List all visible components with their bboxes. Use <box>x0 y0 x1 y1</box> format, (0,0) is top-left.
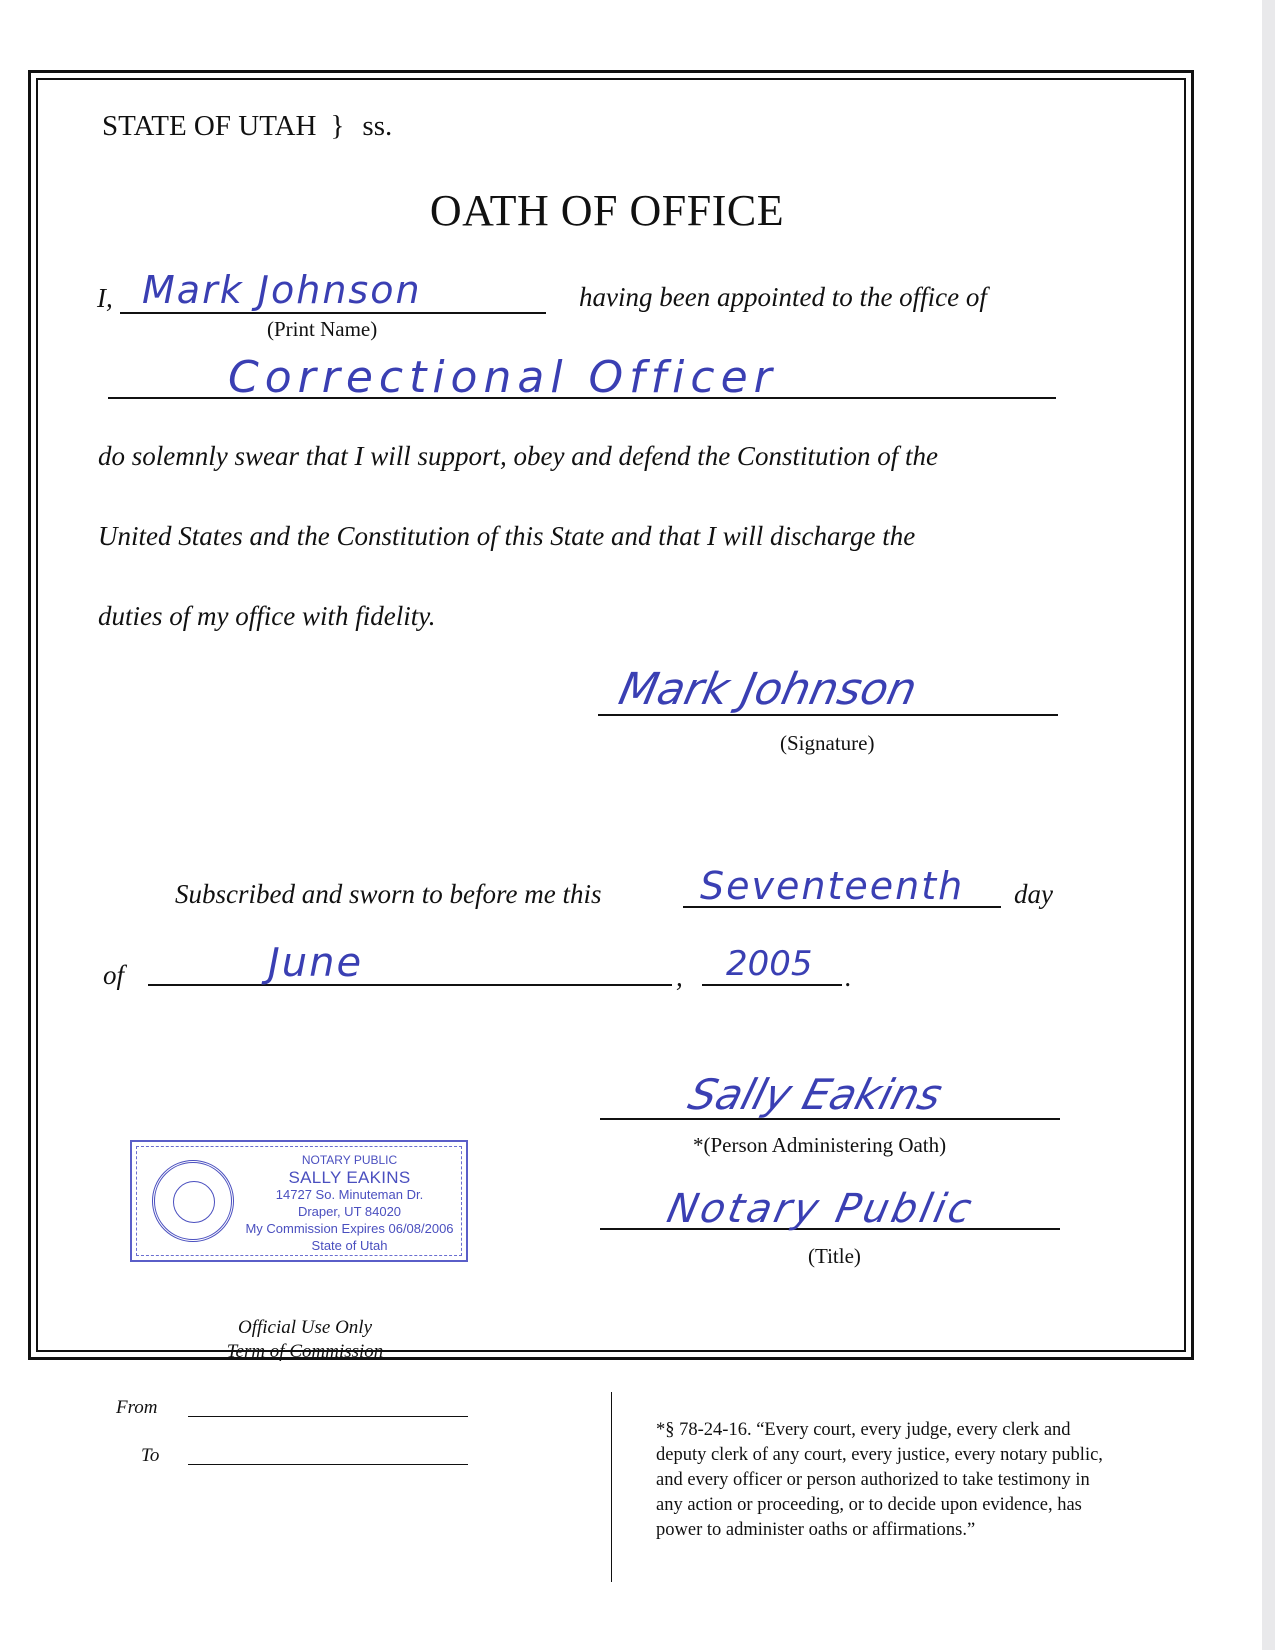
footnote-line-2: deputy clerk of any court, every justice, every notary public, <box>656 1445 1103 1465</box>
signature-caption: (Signature) <box>780 731 875 755</box>
year-field-line[interactable] <box>702 984 842 986</box>
month-field-value[interactable]: June <box>268 940 364 986</box>
signature-value[interactable]: Mark Johnson <box>614 664 922 715</box>
statute-footnote <box>656 1418 1196 1543</box>
title-field-caption: (Title) <box>808 1244 861 1268</box>
administrator-signature-value[interactable]: Sally Eakins <box>683 1070 948 1119</box>
page-edge <box>1262 0 1275 1650</box>
name-field-line[interactable] <box>120 312 546 314</box>
subscribed-text: Subscribed and sworn to before me this <box>175 879 602 909</box>
administrator-caption: *(Person Administering Oath) <box>693 1133 947 1157</box>
term-of-commission-heading: Term of Commission <box>226 1341 384 1362</box>
footnote-line-5: power to administer oaths or affirmations.” <box>656 1520 976 1540</box>
notary-stamp-commission: My Commission Expires 06/08/2006 <box>245 1221 454 1236</box>
state-line <box>102 110 392 143</box>
from-label: From <box>116 1397 158 1418</box>
footnote-line-4: any action or proceeding, or to decide upon evidence, has <box>656 1495 1082 1515</box>
footnote-line-1: *§ 78-24-16. “Every court, every judge, every clerk and <box>656 1420 1071 1440</box>
oath-body-line-3: duties of my office with fidelity. <box>98 601 436 631</box>
footer-divider <box>611 1392 612 1582</box>
to-field-line[interactable] <box>188 1464 468 1465</box>
name-field-value[interactable]: Mark Johnson <box>142 268 422 312</box>
notary-stamp-address2: Draper, UT 84020 <box>297 1204 402 1219</box>
notary-stamp-name: SALLY EAKINS <box>288 1168 411 1187</box>
notary-stamp-text <box>242 1152 457 1254</box>
official-use-heading: Official Use Only <box>237 1317 373 1338</box>
state-ss: ss. <box>362 110 393 142</box>
oath-body-line-1: do solemnly swear that I will support, obey and defend the Constitution of the <box>98 441 938 471</box>
office-field-value[interactable]: Correctional Officer <box>228 352 778 403</box>
notary-stamp-state: State of Utah <box>311 1238 388 1253</box>
of-label: of <box>103 960 125 990</box>
name-field-caption: (Print Name) <box>267 317 378 341</box>
notary-stamp <box>130 1140 468 1262</box>
state-brace: } <box>330 110 345 142</box>
year-period: . <box>845 962 852 992</box>
to-label: To <box>141 1445 160 1466</box>
day-field-value[interactable]: Seventeenth <box>700 864 965 908</box>
month-field-line[interactable] <box>148 984 672 986</box>
appointed-text: having been appointed to the office of <box>579 282 987 312</box>
seal-emblem <box>173 1181 215 1223</box>
state-seal-icon <box>152 1160 234 1242</box>
year-field-value[interactable]: 2005 <box>726 944 813 984</box>
notary-stamp-address1: 14727 So. Minuteman Dr. <box>275 1187 424 1202</box>
oath-i-prefix: I, <box>97 283 113 313</box>
footnote-line-3: and every officer or person authorized to take testimony in <box>656 1470 1090 1490</box>
date-comma: , <box>676 962 683 992</box>
page-title: OATH OF OFFICE <box>429 186 785 235</box>
oath-body-line-2: United States and the Constitution of this State and that I will discharge the <box>98 521 916 551</box>
notary-stamp-heading: NOTARY PUBLIC <box>301 1153 398 1167</box>
day-label: day <box>1014 879 1053 909</box>
from-field-line[interactable] <box>188 1416 468 1417</box>
state-name: STATE OF UTAH <box>102 110 317 142</box>
title-field-value[interactable]: Notary Public <box>663 1186 979 1232</box>
